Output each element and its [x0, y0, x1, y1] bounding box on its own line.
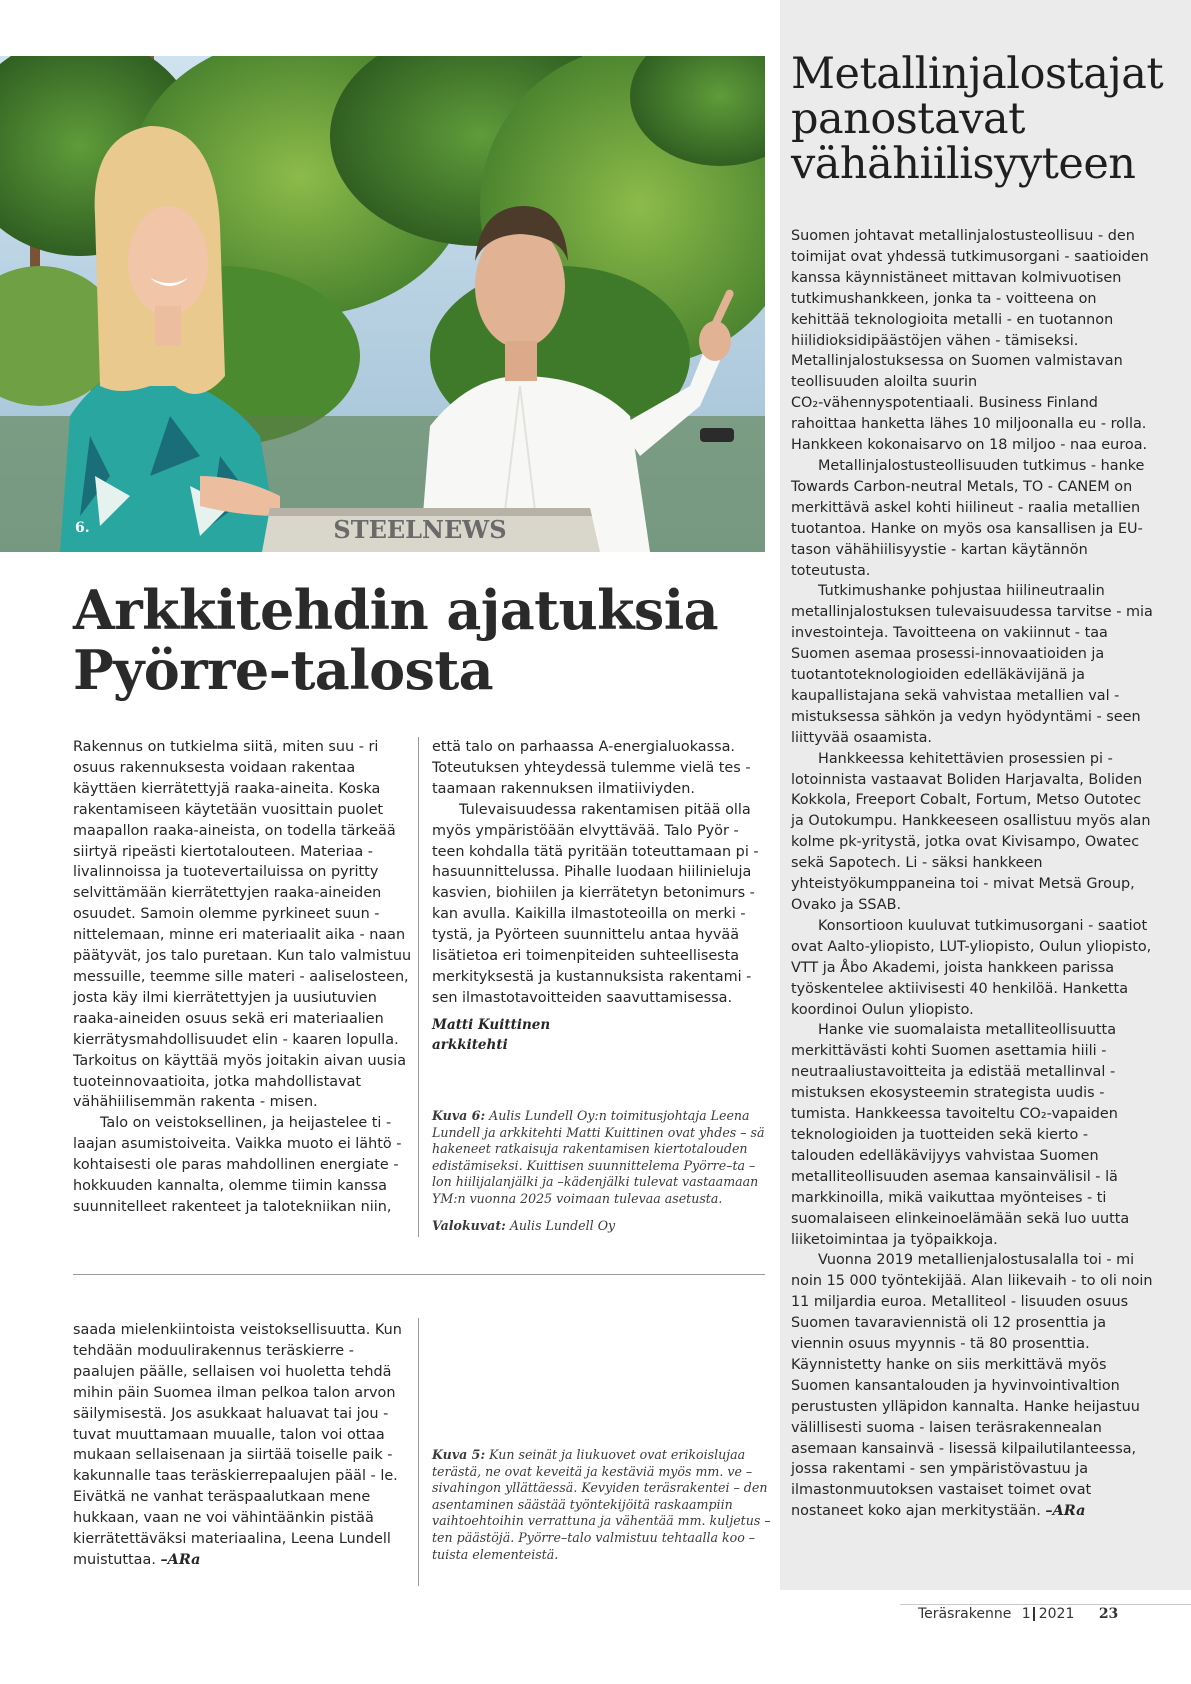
article-title-line2: Pyörre-talosta	[73, 638, 494, 702]
author-name: Matti Kuittinen	[432, 1016, 551, 1033]
credit-label: Valokuvat:	[432, 1218, 506, 1233]
article-paragraph-text: saada mielenkiintoista veistoksellisuutta. Kun tehdään moduulirakennus teräskierre - paalujen päälle, sellaisen voi huoletta tehdä mihin päin Suomea ilman pelkoa talon arvon säilymisestä. Jos asukkaat haluavat tai jou - tuvat muuttamaan muualle, talon voi ottaa mukaan sellaisenaan ja siirtää toiselle paik - kakunnalle taas teräskierrepaalujen pääl - le. Eivätkä ne vanhat teräspaalutkaan mene hukkaan, vaan ne voi vähintäänkin pistää kierrätettäväksi materiaalina, Leena Lundell muistuttaa.	[73, 1322, 402, 1568]
page-number: 23	[1098, 1606, 1119, 1622]
footer-rule	[900, 1604, 1191, 1605]
article-column-right-top	[432, 737, 772, 1055]
article-paragraph: että talo on parhaassa A-energialuokassa. Toteutuksen yhteydessä tulemme vielä tes - taamaan rakennuksen ilmatiiviyden.	[432, 739, 751, 797]
sidebar-paragraph: Tutkimushanke pohjustaa hiilineutraalin metallinjalostuksen tulevaisuudessa tarvitse - mia investointeja. Tavoitteena on vakiinnut - taa Suomen asemaa prosessi-innovaatioiden ja tuotantoteknologioiden edelläkävijänä ja kaupallistajana sekä vahvistaa metallien val - mistuksessa sähkön ja vedyn hyödyntämi - seen liittyvää osaamista.	[791, 583, 1153, 746]
caption-kuva-6	[432, 1108, 772, 1208]
photo-credit	[432, 1218, 772, 1235]
sidebar-paragraph: Hankkeessa kehitettävien prosessien pi - lotoinnista vastaavat Boliden Harjavalta, Boliden Kokkola, Freeport Cobalt, Fortum, Metso Outotec ja Outokumpu. Hankkeeseen osallistuu myös alan kolme pk-yritystä, jotka ovat Kivisampo, Owatec sekä Sapotech. Li - säksi hankkeen yhteistyökumppaneina toi - mivat Metsä Group, Ovako ja SSAB.	[791, 750, 1151, 913]
sidebar-paragraph: Suomen johtavat metallinjalostusteollisuu - den toimijat ovat yhdessä tutkimusorgani - saatioiden kanssa käynnistäneet mittavan kolmivuotisen tutkimushankkeen, jonka ta - voitteena on kehittää teknologioita metalli - en tuotannon hiilidioksidipäästöjen vähen - tämiseksi. Metallinjalostuksessa on Suomen valmistavan teollisuuden aloilta suurin	[791, 228, 1149, 391]
sidebar-paragraph: Metallinjalostusteollisuuden tutkimus - hanke Towards Carbon-neutral Metals, TO - CANEM on merkittävä askel kohti hiilineut - raalia metallien tuotantoa. Hanke on myös osa kansallisen ja EU-tason vähähiilisyystie - kartan käytännön toteutusta.	[791, 457, 1145, 579]
column-divider	[418, 1318, 419, 1586]
article-paragraph	[73, 1320, 413, 1571]
newspaper-label: STEELNEWS	[333, 515, 507, 544]
photo-number: 6.	[75, 520, 90, 536]
article-signature: –ARa	[160, 1550, 201, 1568]
footer-magazine: Teräsrakenne	[918, 1606, 1012, 1622]
caption-kuva-5	[432, 1447, 772, 1563]
article-paragraph: Rakennus on tutkielma siitä, miten suu - ri osuus rakennuksesta voidaan rakentaa käyttäen kierrätettyjä raaka-aineita. Koska rakentamiseen käytetään vuosittain puolet maapallon raaka-aineista, on todella tärkeää siirtyä ripeästi kiertotalouteen. Materiaa - livalinnoissa ja tuotevertailuissa on pyritty selvittämään kierrätettyjen raaka-aineiden osuudet. Samoin olemme pyrkineet suun - nittelemaan, minne eri materiaalit aika - naan päätyvät, jos talo puretaan. Kun talo valmistuu messuille, teemme sille materi - aaliselosteen, josta käy ilmi kierrätettyjen ja uusiutuvien raaka-aineiden osuus sekä eri materiaalien kierrätysmahdollisuudet elin - kaaren lopulla. Tarkoitus on käyttää myös joitakin aivan uusia tuoteinnovaatioita, jotka mahdollistavat vähähiilisemmän rakenta - misen.	[73, 739, 412, 1111]
sidebar-title: Metallinjalostajat panostavat vähähiilisyyteen	[791, 49, 1164, 189]
footer-issue: 1	[1021, 1606, 1031, 1622]
sidebar-paragraph: CO₂-vähennyspotentiaali. Business Finland rahoittaa hanketta lähes 10 miljoonalla eu - rolla. Hankkeen kokonaisarvo on 18 miljoo - naa euroa.	[791, 395, 1148, 454]
article-column-left-top	[73, 737, 413, 1218]
article-paragraph: Talo on veistoksellinen, ja heijastelee ti - laajan asumistoiveita. Vaikka muoto ei lähtö - kohtaisesti ole paras mahdollinen energiate - hokkuuden kannalta, olemme tiimin kanssa suunnitelleet rakenteet ja talotekniikan niin,	[73, 1115, 402, 1215]
sidebar-paragraph: Hanke vie suomalaista metalliteollisuutta merkittävästi kohti Suomen asettamia hiili - neutraaliustavoitteita ja edistää metallinval - mistuksen ekosysteemin strategista uudis - tumista. Hankkeessa tavoiteltu CO₂-vapaiden teknologioiden ja tuotteiden sekä kierto - talouden edelläkävijyys vahvistaa Suomen metalliteollisuuden asemaa kansainvälisil - lä markkinoilla, mikä vaikuttaa myönteises - ti suomalaiseen elinkeinoelämään sekä luo uutta liiketoimintaa ja työpaikkoja.	[791, 1022, 1130, 1248]
page-footer	[918, 1606, 1118, 1622]
sidebar-paragraph-text: Vuonna 2019 metallienjalostusalalla toi - mi noin 15 000 työntekijää. Alan liikevaih - to oli noin 11 miljardia euroa. Metalliteol - lisuuden osuus Suomen tavaraviennistä oli 12 prosenttia ja viennin osuus myynnis - tä 80 prosenttia. Käynnistetty hanke on siis merkittävä myös Suomen kansantalouden ja hyvinvointivaltion perustusten ylläpidon kannalta. Hanke heijastuu välillisesti suoma - laisen teräsrakennealan asemaan kansainvä - lisessä kilpailutilanteessa, jossa rakentami - sen ympäristövastuu ja ilmastonmuutoksen vastaiset toimet ovat nostaneet koko ajan merkitystään.	[791, 1252, 1153, 1520]
article-paragraph: Tulevaisuudessa rakentamisen pitää olla myös ympäristöään elvyttävää. Talo Pyör - teen kohdalla tätä pyritään toteuttamaan pi - hasuunnittelussa. Pihalle luodaan hiilinieluja kasvien, biohiilen ja kierrätetyn betonimurs - kan avulla. Kaikilla ilmastoteoilla on merki - tystä, ja Pyörteen suunnittelu antaa hyvää lisätietoa eri toimenpiteiden suhteellisesta merkityksestä ja kustannuksista rakentami - sen ilmastotavoitteiden saavuttamisessa.	[432, 801, 759, 1006]
footer-year: 2021	[1038, 1606, 1075, 1622]
column-divider	[418, 737, 419, 1237]
footer-separator	[1033, 1607, 1035, 1621]
article-title-line1: Arkkitehdin ajatuksia	[73, 578, 719, 642]
sidebar-body	[791, 226, 1154, 1522]
credit-text: Aulis Lundell Oy	[509, 1218, 616, 1233]
caption-label: Kuva 5:	[432, 1447, 486, 1462]
caption-text: Aulis Lundell Oy:n toimitusjohtaja Leena Lundell ja arkkitehti Matti Kuittinen ovat yhdes – sä hakeneet ratkaisuja rakentamisen kiertotalouden edistämiseksi. Kuittisen suunnittelema Pyörre–ta – lon hiilijalanjälki ja –kädenjälki tulevat vastaamaan YM:n vuonna 2025 voimaan tulevaa asetusta.	[432, 1108, 765, 1206]
article-column-left-bottom	[73, 1320, 413, 1571]
sidebar-signature: –ARa	[1045, 1502, 1086, 1520]
sidebar-paragraph-last	[791, 1250, 1154, 1522]
section-divider	[73, 1274, 765, 1275]
author-role: arkkitehti	[432, 1036, 508, 1053]
article-title	[73, 580, 763, 700]
sidebar-paragraph: Konsortioon kuuluvat tutkimusorgani - saatiot ovat Aalto-yliopisto, LUT-yliopisto, Oulun yliopisto, VTT ja Åbo Akademi, joista hankkeen parissa työskentelee aktiivisesti 40 henkilöä. Hanketta koordinoi Oulun yliopisto.	[791, 917, 1152, 1018]
caption-text: Kun seinät ja liukuovet ovat erikoislujaa terästä, ne ovat keveitä ja kestäviä myös mm. ve – sivahingon yllättäessä. Kevyiden teräsrakentei – den asentaminen säästää työntekijöitä raskaampiin vaihtoehtoihin verrattuna ja vähentää mm. kuljetus – ten päästöjä. Pyörre–talo valmistuu tehtaalla koo – tuista elementeistä.	[432, 1447, 771, 1562]
article-photo	[0, 56, 765, 552]
caption-label: Kuva 6:	[432, 1108, 486, 1123]
